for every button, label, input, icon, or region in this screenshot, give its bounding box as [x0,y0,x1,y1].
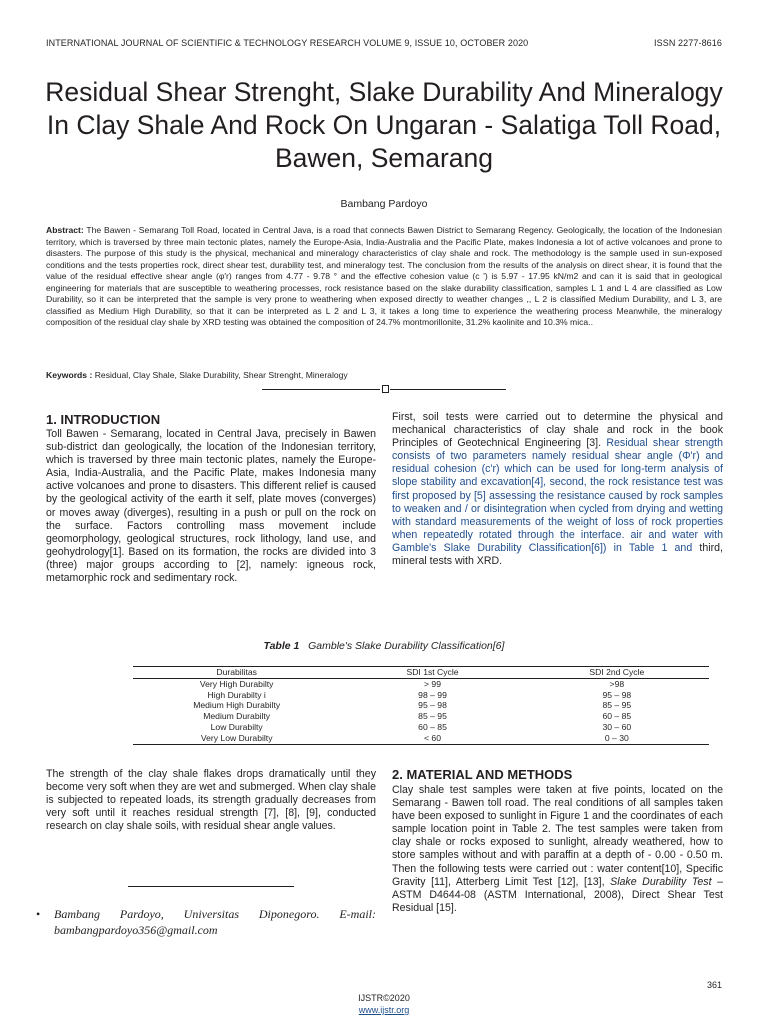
abstract [46,225,722,329]
footer-link[interactable]: www.ijstr.org [358,1005,410,1015]
table-caption-text: Gamble's Slake Durability Classification[6] [308,640,505,652]
table-row: Medium Durabilty 85 – 95 60 – 85 [203,711,632,722]
methods-heading: 2. MATERIAL AND METHODS [392,767,573,782]
table-caption [0,640,768,652]
right-paragraph-2: Residual shear strength consists of two parameters namely residual shear angle (Φ'r) and residual cohesion (c'r) which can be used for long-term analysis of slope stability and excavation[4], second, the rock resistance test was first proposed by [5] assessing the resistance caused by rock samples to weaken and / or disintegration when cycled from drying and wetting with standard measurements of the weight of loss of rock properties when repeatedly rotated through the interface. air and water with Gamble's Slake Durability Classification[6]) in Table 1 and [392,437,723,554]
left-column-bottom: The strength of the clay shale flakes drops dramatically until they become very soft when they are wet and submerged. When clay shale is subjected to repeated loads, its strength gradually decreases from very soft until it reaches residual strength [7], [8], [9], conducted research on clay shale soils, with residual shear angle values. [46,768,376,833]
methods-text: Clay shale test samples were taken at five points, located on the Semarang - Bawen toll road. The real conditions of all samples taken have been exposed to sunlight in Figure 1 and the coordinates of each sample location point in Table 2. The test samples were taken from clay shale or rocks exposed to sunlight, already weathered, how to store samples without and with paraffin at a depth of - 0.00 - 0.50 m. Then the following tests were carried out : water content[10], Specific Gravity [11], Atterberg Limit Test [12], [13], [392,784,723,888]
journal-name: INTERNATIONAL JOURNAL OF SCIENTIFIC & TECHNOLOGY RESEARCH VOLUME 9, ISSUE 10, OCTOBER 2020 [46,38,529,48]
page-number: 361 [706,980,722,990]
table-header-cell: Durabilitas [133,667,340,679]
intro-section [46,412,376,585]
issn: ISSN 2277-8616 [654,38,722,48]
table-caption-label: Table 1 [263,640,300,652]
table-row: Low Durabilty 60 – 85 30 – 60 [210,721,632,732]
intro-heading: 1. INTRODUCTION [46,412,161,427]
abstract-label: Abstract: [46,225,84,235]
footnote-rule [128,886,294,887]
methods-text-end: – ASTM D4644-08 (ASTM International, 2008), Direct Shear Test Residual [15]. [392,875,723,914]
table-header-cell: SDI 1st Cycle [340,667,524,679]
right-paragraph-1: First, soil tests were carried out to determine the physical and mechanical characteristics of clay shale and rock in the book Principles of Geotechnical Engineering [3]. [392,411,723,450]
table-header-cell: SDI 2nd Cycle [525,667,709,679]
bullet-icon: • [36,907,41,921]
methods-section [392,767,723,915]
footer-copyright: IJSTR©2020 [358,993,410,1003]
running-header [46,38,722,52]
slake-durability-table [133,666,709,745]
table-row: Very High Durabilty > 99 >98 [199,678,625,689]
divider-square-icon [382,385,389,393]
paper-title: Residual Shear Strenght, Slake Durability And Mineralogy In Clay Shale And Rock On Ungaran - Salatiga Toll Road, Bawen, Semarang [45,77,723,173]
author-footnote [36,906,376,938]
table-row: Medium High Durabilty 95 – 98 85 – 95 [193,700,632,711]
section-divider [262,384,506,394]
table-row: High Durabilty i 98 – 99 95 – 98 [207,689,632,700]
keywords [46,370,722,380]
keywords-label: Keywords : [46,370,93,380]
abstract-text: The Bawen - Semarang Toll Road, located in Central Java, is a road that connects Bawen District to Semarang Regency. Geologically, the location of the Indonesian territory, which is traversed by three main tectonic plates, namely the Europe-Asia, India-Australia and the Pacific Plate, makes Indonesia a lot of active volcanoes and prone to disasters. The purpose of this study is the physical, mechanical and mineralogy characteristics of clay shale and rock. The methodology is the sample used in sun-exposed conditions and the tests properties rock, direct shear test, durability test, and mineralogy test. The conclusion from the results of the analysis on direct shear, it is found that the value of the residual effective shear angle (φ'r) ranges from 4.77 - 9.78 ° and the effective cohesion value (c ') is 5.97 - 17.95 kN/m2 and can it is said that in geological engineering for materials that are susceptible to weathering processes, rock resistance based on the slake durability classification, samples L 1 and L 4 are classified as Low Durability, so it can be interpreted that the sample is very prone to weathering when exposed directly to weather changes ,, L 2 is classified Medium Durability, and L 3, are classified as Medium High Durability, so that it can be interpreted as L 2 and L 3, it takes a long time to experience the weathering process Meanwhile, the mineralogy composition of the residual clay shale by XRD testing was obtained the composition of 24.7% montmorillonite, 31.2% kaolinite and 10.3% mica.. [46,225,723,328]
right-paragraph-3: third, mineral tests with XRD. [392,541,723,568]
intro-text: Toll Bawen - Semarang, located in Central Java, precisely in Bawen sub-district dan geologically, the location of the Indonesian territory, which is traversed by three main tectonic plates, namely the Europe-Asia, India-Australia, and the Pacific Plate, makes Indonesia many active volcanoes and prone to disasters. This different relief is caused by the geological activity of the earth it self, plate moves (converges) or moves away (diverges), resulting in a push or pull on the rock on the surface. Factors controlling mass movement include geomorphology, geological structures, rock lithology, land use, and geohydrology[1]. Based on its formation, the rocks are divided into 3 (three) major groups according to [2], namely: igneous rock, metamorphic rock and sedimentary rock. [46,428,376,585]
keywords-text: Residual, Clay Shale, Slake Durability, Shear Strenght, Mineralogy [94,370,348,380]
footnote-text: Bambang Pardoyo, Universitas Diponegoro. E-mail: bambangpardoyo356@gmail.com [54,907,376,937]
author-name: Bambang Pardoyo [340,198,428,210]
table-row: Very Low Durabilty < 60 0 – 30 [133,733,709,744]
right-column-top [392,411,723,568]
methods-italic: Slake Durability Test [604,875,712,888]
